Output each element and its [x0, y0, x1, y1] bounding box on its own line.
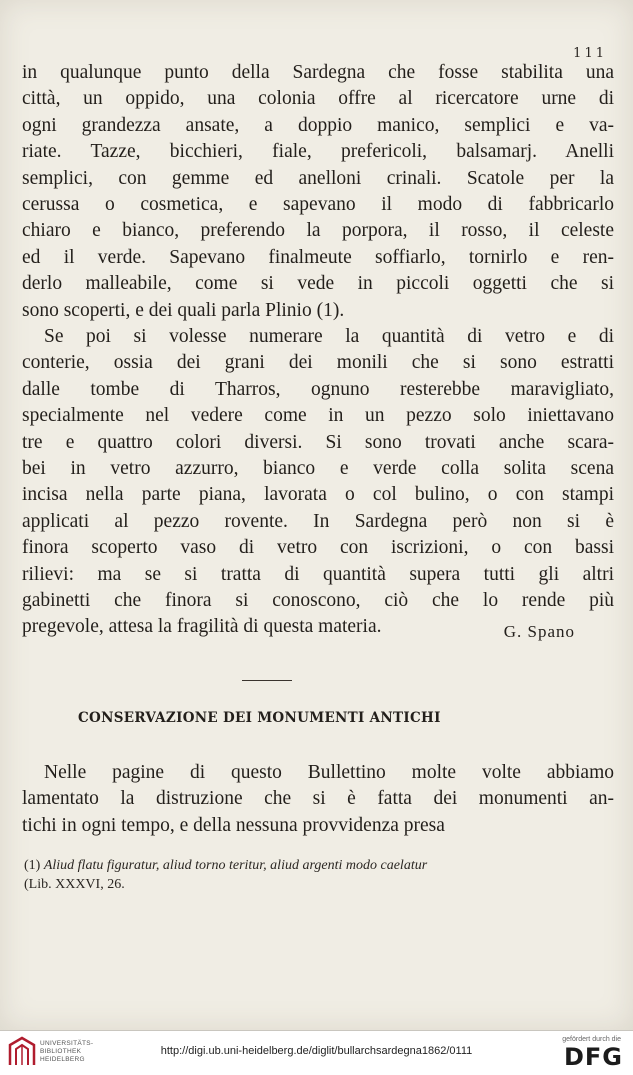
text-line: ogni grandezza ansate, a doppio manico, semplici e va-	[22, 114, 614, 136]
paragraph-2	[22, 324, 614, 641]
text-line: riate. Tazze, bicchieri, fiale, prefericoli, balsamarj. Anelli	[22, 141, 614, 163]
page-number: 111	[573, 46, 607, 61]
text-line: cerussa o cosmetica, e sapevano il modo di fabbricarlo	[22, 193, 614, 215]
paragraph-3	[22, 760, 614, 839]
text-line: tichi in ogni tempo, e della nessuna provvidenza presa	[22, 814, 445, 836]
footnote-marker: (1)	[24, 858, 41, 873]
text-line: semplici, con gemme ed anelloni crinali. Scatole per la	[22, 167, 614, 189]
text-line: tre e quattro colori diversi. Si sono trovati anche scara-	[22, 431, 614, 453]
text-line: pregevole, attesa la fragilità di questa materia.	[22, 616, 382, 638]
text-line: città, un oppido, una colonia offre al ricercatore urne di	[22, 88, 614, 110]
text-line: applicati al pezzo rovente. In Sardegna però non si è	[22, 510, 614, 532]
footnote-quote: Aliud flatu figuratur, aliud torno teritur, aliud argenti modo caelatur	[43, 858, 428, 873]
paragraph-1	[22, 60, 614, 324]
permalink-url[interactable]: http://digi.ub.uni-heidelberg.de/diglit/bullarchsardegna1862/0111	[160, 1045, 473, 1057]
footnote	[24, 856, 614, 894]
library-name: UNIVERSITÄTS- BIBLIOTHEK HEIDELBERG	[40, 1040, 94, 1063]
text-line: rilievi: ma se si tratta di quantità supera tutti gli altri	[22, 563, 614, 585]
section-heading: CONSERVAZIONE DEI MONUMENTI ANTICHI	[78, 710, 441, 726]
text-line: specialmente nel vedere come in un pezzo solo iniettavano	[22, 405, 614, 427]
text-line: Nelle pagine di questo Bullettino molte volte abbiamo	[44, 762, 614, 783]
text-line: dalle tombe di Tharros, ognuno resterebbe maravigliato,	[22, 378, 614, 400]
text-line: bei in vetro azzurro, bianco e verde colla solita scena	[22, 457, 614, 479]
dfg-logo: DFG	[563, 1043, 623, 1071]
text-line: in qualunque punto della Sardegna che fosse stabilita una	[22, 62, 614, 83]
text-line: ed il verde. Sapevano finalmeute soffiarlo, tornirlo e ren-	[22, 246, 614, 268]
viewer-footer	[0, 1030, 633, 1075]
section-divider	[242, 680, 292, 681]
text-line: gabinetti che finora si conoscono, ciò che lo rende più	[22, 589, 614, 611]
text-line: sono scoperti, e dei quali parla Plinio (1).	[22, 299, 345, 321]
text-line: derlo malleabile, come si vede in piccoli oggetti che si	[22, 273, 614, 295]
footnote-reference: (Lib. XXXVI, 26.	[24, 877, 125, 892]
text-line: incisa nella parte piana, lavorata o col bulino, o con stampi	[22, 484, 614, 506]
text-line: Se poi si volesse numerare la quantità di vetro e di	[44, 326, 614, 347]
text-line: conterie, ossia dei grani dei monili che si sono estratti	[22, 352, 614, 374]
text-line: lamentato la distruzione che si è fatta dei monumenti an-	[22, 788, 614, 810]
funding-caption: gefördert durch die	[562, 1036, 621, 1043]
text-line: finora scoperto vaso di vetro con iscrizioni, o con bassi	[22, 537, 614, 559]
text-line: chiaro e bianco, preferendo la porpora, il rosso, il celeste	[22, 220, 614, 242]
author-signature: G. Spano	[503, 622, 575, 641]
